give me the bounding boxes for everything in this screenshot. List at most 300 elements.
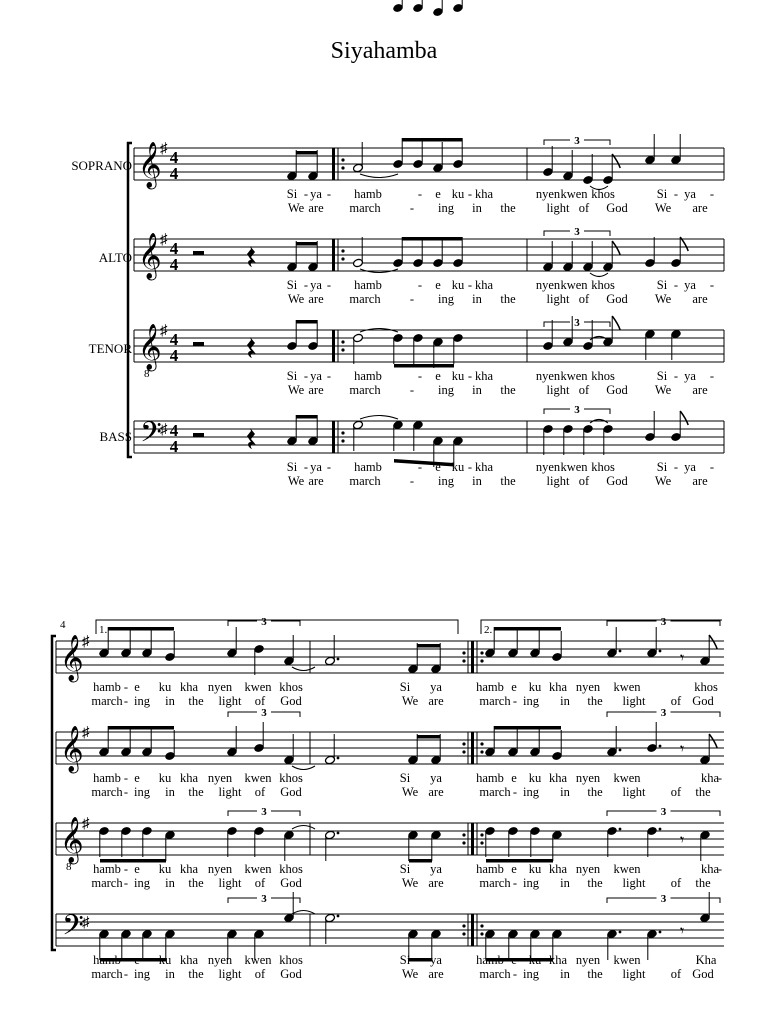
- lyric-syllable: march: [349, 201, 381, 215]
- lyric-syllable: kwen: [560, 369, 588, 383]
- lyric-syllable: ya: [310, 460, 322, 474]
- repeat-thick-bar: [471, 641, 474, 673]
- lyric-syllable: ku: [528, 953, 542, 967]
- lyric-syllable: -: [123, 967, 129, 981]
- lyric-syllable: of: [670, 785, 682, 799]
- repeat-dot: [480, 659, 483, 662]
- lyric-syllable: e: [511, 771, 517, 785]
- lyric-syllable: ing: [134, 967, 150, 981]
- beam: [417, 735, 440, 739]
- lyric-syllable: ku: [158, 771, 172, 785]
- score-title: Siyahamba: [330, 38, 438, 64]
- lyric-syllable: e: [435, 278, 441, 292]
- lyric-syllable: khos: [694, 680, 718, 694]
- key-signature-sharp: ♯: [160, 422, 168, 438]
- lyric-syllable: light: [546, 201, 570, 215]
- time-signature-top: 4: [169, 148, 179, 167]
- lyric-syllable: in: [472, 292, 482, 306]
- lyric-syllable: God: [280, 876, 302, 890]
- tie: [360, 174, 398, 178]
- lyric-syllable: -: [326, 187, 332, 201]
- tuplet-number: 3: [660, 616, 667, 628]
- lyric-syllable: We: [654, 474, 672, 488]
- lyric-syllable: We: [654, 201, 672, 215]
- augmentation-dot: [659, 745, 662, 748]
- beam: [108, 627, 174, 631]
- lyric-syllable: -: [417, 187, 423, 201]
- beam: [402, 237, 462, 241]
- repeat-dot: [462, 750, 465, 753]
- tie: [292, 766, 315, 770]
- lyric-syllable: ing: [134, 785, 150, 799]
- lyric-syllable: -: [673, 369, 679, 383]
- key-signature-sharp: ♯: [82, 634, 90, 650]
- lyric-syllable: God: [606, 474, 628, 488]
- measure-number: 4: [60, 619, 66, 631]
- lyric-syllable: the: [587, 694, 603, 708]
- lyric-syllable: of: [670, 967, 682, 981]
- lyric-syllable: in: [165, 967, 175, 981]
- lyric-syllable: in: [165, 694, 175, 708]
- lyric-syllable: khos: [591, 278, 615, 292]
- lyric-syllable: nyen: [535, 369, 561, 383]
- key-signature-sharp: ♯: [160, 232, 168, 248]
- tuplet-number: 3: [574, 317, 580, 329]
- lyric-syllable: the: [587, 785, 603, 799]
- lyric-syllable: hamb: [476, 862, 504, 876]
- tuplet-number: 3: [261, 806, 267, 818]
- lyric-syllable: -: [709, 187, 715, 201]
- lyric-syllable: -: [303, 278, 309, 292]
- octave-below-mark: 8: [144, 368, 150, 380]
- repeat-dot: [341, 166, 344, 169]
- time-signature-top: 4: [169, 421, 179, 440]
- lyric-syllable: -: [326, 369, 332, 383]
- lyric-syllable: of: [254, 876, 266, 890]
- lyric-syllable: are: [428, 876, 444, 890]
- lyric-syllable: ku: [451, 187, 465, 201]
- lyric-syllable: ya: [310, 369, 322, 383]
- lyric-syllable: Si: [656, 187, 668, 201]
- lyric-syllable: kwen: [560, 460, 588, 474]
- repeat-thick-bar: [332, 239, 335, 271]
- lyric-syllable: in: [560, 785, 570, 799]
- lyric-syllable: kha: [548, 680, 568, 694]
- augmentation-dot: [619, 931, 622, 934]
- lyric-syllable: of: [670, 876, 682, 890]
- lyric-syllable: light: [546, 474, 570, 488]
- lyric-syllable: march: [349, 474, 381, 488]
- lyric-syllable: -: [326, 278, 332, 292]
- lyric-syllable: of: [254, 967, 266, 981]
- lyric-syllable: -: [709, 278, 715, 292]
- beam: [494, 627, 561, 631]
- volta-label-2: 2.: [484, 624, 493, 636]
- repeat-dot: [341, 340, 344, 343]
- lyric-syllable: the: [500, 383, 516, 397]
- augmentation-dot: [619, 650, 622, 653]
- lyric-syllable: -: [123, 680, 129, 694]
- lyric-syllable: nyen: [207, 680, 233, 694]
- lyric-syllable: kha: [548, 862, 568, 876]
- lyric-syllable: hamb: [354, 278, 382, 292]
- lyric-syllable: kwen: [613, 680, 641, 694]
- lyric-syllable: Kha: [695, 953, 717, 967]
- lyric-syllable: hamb: [476, 771, 504, 785]
- repeat-thick-bar: [471, 732, 474, 764]
- lyric-syllable: God: [280, 694, 302, 708]
- lyric-syllable: ya: [430, 862, 442, 876]
- lyric-syllable: God: [606, 201, 628, 215]
- lyric-syllable: Si: [399, 953, 411, 967]
- lyric-syllable: ing: [438, 201, 454, 215]
- lyric-syllable: light: [218, 876, 242, 890]
- lyric-syllable: nyen: [535, 187, 561, 201]
- lyric-syllable: light: [622, 876, 646, 890]
- note-flag: [612, 316, 620, 330]
- note-flag: [709, 635, 717, 649]
- repeat-dot: [341, 249, 344, 252]
- lyric-syllable: are: [692, 201, 708, 215]
- lyric-syllable: ya: [684, 278, 696, 292]
- key-signature-sharp: ♯: [82, 725, 90, 741]
- treble-clef-icon: 𝄞: [60, 817, 84, 862]
- repeat-dot: [480, 742, 483, 745]
- key-signature-sharp: ♯: [160, 141, 168, 157]
- eighth-rest: 𝄾: [680, 923, 685, 940]
- beam: [494, 726, 561, 730]
- lyric-syllable: -: [673, 278, 679, 292]
- lyric-syllable: march: [91, 876, 123, 890]
- lyric-syllable: hamb: [354, 369, 382, 383]
- lyric-syllable: nyen: [207, 953, 233, 967]
- volta-label-1: 1.: [99, 624, 108, 636]
- lyric-syllable: -: [409, 201, 415, 215]
- lyric-syllable: ing: [438, 474, 454, 488]
- lyric-syllable: kwen: [560, 187, 588, 201]
- repeat-thick-bar: [471, 823, 474, 855]
- lyric-syllable: -: [512, 694, 518, 708]
- tie: [360, 416, 398, 420]
- lyric-syllable: -: [417, 369, 423, 383]
- beam: [409, 958, 432, 962]
- lyric-syllable: hamb: [93, 953, 121, 967]
- part-name: ALTO: [98, 250, 132, 265]
- octave-below-mark: 8: [66, 861, 72, 873]
- lyric-syllable: kwen: [244, 953, 272, 967]
- lyric-syllable: ya: [684, 369, 696, 383]
- lyric-syllable: -: [512, 876, 518, 890]
- repeat-dot: [480, 651, 483, 654]
- beam: [409, 859, 432, 863]
- lyric-syllable: the: [188, 967, 204, 981]
- lyric-syllable: march: [479, 876, 511, 890]
- part-name: TENOR: [88, 341, 132, 356]
- lyric-syllable: ku: [451, 278, 465, 292]
- lyric-syllable: God: [606, 383, 628, 397]
- lyric-syllable: ing: [134, 876, 150, 890]
- lyric-syllable: God: [280, 785, 302, 799]
- lyric-syllable: kha: [179, 771, 199, 785]
- lyric-syllable: -: [673, 460, 679, 474]
- lyric-syllable: ku: [158, 862, 172, 876]
- lyric-syllable: light: [546, 383, 570, 397]
- lyric-syllable: ya: [310, 278, 322, 292]
- eighth-rest: 𝄾: [680, 832, 685, 849]
- time-signature-top: 4: [169, 330, 179, 349]
- lyric-syllable: -: [417, 460, 423, 474]
- repeat-dot: [480, 833, 483, 836]
- lyric-syllable: hamb: [93, 680, 121, 694]
- repeat-dot: [462, 651, 465, 654]
- quarter-rest: [247, 246, 256, 267]
- beam: [394, 364, 454, 368]
- lyric-syllable: We: [401, 967, 419, 981]
- tuplet-number: 3: [574, 135, 580, 147]
- lyric-syllable: the: [500, 292, 516, 306]
- note-flag: [612, 241, 620, 255]
- lyric-syllable: hamb: [93, 771, 121, 785]
- lyric-syllable: are: [692, 292, 708, 306]
- beam: [296, 415, 317, 419]
- lyric-syllable: We: [287, 201, 305, 215]
- lyric-syllable: ya: [430, 680, 442, 694]
- lyric-syllable: We: [287, 292, 305, 306]
- lyric-syllable: kwen: [613, 862, 641, 876]
- lyric-syllable: e: [134, 862, 140, 876]
- repeat-dot: [341, 158, 344, 161]
- lyric-syllable: kwen: [613, 953, 641, 967]
- lyric-syllable: in: [472, 474, 482, 488]
- repeat-thick-bar: [332, 148, 335, 180]
- key-signature-sharp: ♯: [82, 816, 90, 832]
- lyric-syllable: light: [622, 694, 646, 708]
- repeat-dot: [462, 932, 465, 935]
- lyric-syllable: nyen: [207, 771, 233, 785]
- lyric-syllable: nyen: [575, 771, 601, 785]
- lyric-syllable: ya: [430, 771, 442, 785]
- tie: [292, 667, 315, 671]
- time-signature-bottom: 4: [169, 255, 179, 274]
- lyric-syllable: ya: [684, 187, 696, 201]
- part-name: BASS: [99, 429, 132, 444]
- lyric-syllable: -: [326, 460, 332, 474]
- lyric-syllable: are: [692, 474, 708, 488]
- lyric-syllable: -: [123, 694, 129, 708]
- lyric-syllable: -: [303, 369, 309, 383]
- lyric-syllable: of: [578, 383, 590, 397]
- beam: [394, 459, 454, 467]
- lyric-syllable: ing: [523, 876, 539, 890]
- lyric-syllable: are: [692, 383, 708, 397]
- lyric-syllable: khos: [279, 953, 303, 967]
- lyric-syllable: the: [695, 785, 711, 799]
- lyric-syllable: God: [280, 967, 302, 981]
- lyric-syllable: hamb: [354, 460, 382, 474]
- bass-clef-icon: 𝄢: [140, 418, 162, 455]
- quarter-rest: [247, 337, 256, 358]
- lyric-syllable: -: [673, 187, 679, 201]
- lyric-syllable: -: [123, 771, 129, 785]
- eighth-rest: 𝄾: [680, 741, 685, 758]
- lyric-syllable: the: [188, 694, 204, 708]
- lyric-syllable: ing: [438, 383, 454, 397]
- lyric-syllable: Si: [399, 771, 411, 785]
- repeat-dot: [462, 841, 465, 844]
- lyric-syllable: march: [91, 785, 123, 799]
- note-flag: [709, 734, 717, 748]
- lyric-syllable: khos: [279, 680, 303, 694]
- treble-clef-icon: 𝄞: [138, 324, 162, 369]
- lyric-syllable: in: [560, 876, 570, 890]
- lyric-syllable: march: [91, 967, 123, 981]
- tuplet-number: 3: [660, 707, 667, 719]
- tuplet-number: 3: [574, 404, 580, 416]
- lyric-syllable: are: [308, 201, 324, 215]
- lyric-syllable: -: [512, 785, 518, 799]
- repeat-dot: [462, 833, 465, 836]
- tuplet-number: 3: [660, 806, 667, 818]
- system-bracket: [52, 636, 56, 950]
- lyric-syllable: are: [428, 967, 444, 981]
- lyric-syllable: Si: [399, 862, 411, 876]
- lyric-syllable: nyen: [535, 278, 561, 292]
- lyric-syllable: -: [303, 460, 309, 474]
- lyric-syllable: kwen: [244, 771, 272, 785]
- augmentation-dot: [337, 658, 340, 661]
- lyric-syllable: -: [409, 474, 415, 488]
- augmentation-dot: [659, 650, 662, 653]
- lyric-syllable: the: [695, 876, 711, 890]
- lyric-syllable: of: [578, 201, 590, 215]
- repeat-dot: [480, 841, 483, 844]
- note-flag: [680, 411, 688, 425]
- lyric-syllable: light: [546, 292, 570, 306]
- lyric-syllable: nyen: [207, 862, 233, 876]
- lyric-syllable: are: [308, 292, 324, 306]
- beam: [296, 151, 317, 155]
- lyric-syllable: -: [512, 967, 518, 981]
- lyric-syllable: -: [467, 278, 473, 292]
- lyric-syllable: are: [308, 383, 324, 397]
- lyric-syllable: ing: [523, 967, 539, 981]
- lyric-syllable: light: [218, 694, 242, 708]
- beam: [108, 726, 174, 730]
- augmentation-dot: [337, 832, 340, 835]
- lyric-syllable: light: [218, 967, 242, 981]
- lyric-syllable: march: [349, 383, 381, 397]
- lyric-syllable: -: [709, 369, 715, 383]
- lyric-syllable: -: [467, 460, 473, 474]
- lyric-syllable: march: [479, 785, 511, 799]
- lyric-syllable: in: [472, 383, 482, 397]
- lyric-syllable: the: [500, 474, 516, 488]
- repeat-dot: [462, 924, 465, 927]
- lyric-syllable: e: [134, 953, 140, 967]
- repeat-thick-bar: [471, 914, 474, 946]
- lyric-syllable: khos: [591, 187, 615, 201]
- lyric-syllable: of: [578, 474, 590, 488]
- lyric-syllable: kha: [474, 369, 494, 383]
- augmentation-dot: [659, 931, 662, 934]
- lyric-syllable: nyen: [535, 460, 561, 474]
- lyric-syllable: kha: [700, 771, 720, 785]
- lyric-syllable: kwen: [613, 771, 641, 785]
- repeat-dot: [341, 431, 344, 434]
- lyric-syllable: in: [165, 876, 175, 890]
- augmentation-dot: [337, 915, 340, 918]
- tuplet-number: 3: [261, 893, 267, 905]
- repeat-dot: [462, 742, 465, 745]
- half-rest: [193, 433, 204, 437]
- lyric-syllable: ku: [451, 460, 465, 474]
- lyric-syllable: march: [91, 694, 123, 708]
- bass-clef-icon: 𝄢: [62, 911, 84, 948]
- lyric-syllable: We: [401, 876, 419, 890]
- lyric-syllable: ku: [528, 680, 542, 694]
- lyric-syllable: light: [218, 785, 242, 799]
- lyric-syllable: khos: [279, 771, 303, 785]
- lyric-syllable: nyen: [575, 862, 601, 876]
- beam: [296, 242, 317, 246]
- lyric-syllable: -: [409, 292, 415, 306]
- lyric-syllable: kha: [179, 953, 199, 967]
- lyric-syllable: ing: [523, 694, 539, 708]
- lyric-syllable: Si: [286, 278, 298, 292]
- lyric-syllable: kha: [179, 862, 199, 876]
- lyric-syllable: Si: [286, 369, 298, 383]
- lyric-syllable: of: [254, 694, 266, 708]
- key-signature-sharp: ♯: [82, 915, 90, 931]
- lyric-syllable: e: [511, 680, 517, 694]
- lyric-syllable: ku: [528, 771, 542, 785]
- lyric-syllable: -: [409, 383, 415, 397]
- lyric-syllable: ing: [134, 694, 150, 708]
- augmentation-dot: [619, 828, 622, 831]
- time-signature-bottom: 4: [169, 346, 179, 365]
- lyric-syllable: We: [287, 474, 305, 488]
- lyric-syllable: We: [287, 383, 305, 397]
- lyric-syllable: the: [188, 785, 204, 799]
- lyric-syllable: God: [692, 694, 714, 708]
- lyric-syllable: kha: [548, 771, 568, 785]
- tie: [292, 826, 315, 830]
- lyric-syllable: kwen: [244, 680, 272, 694]
- lyric-syllable: khos: [591, 460, 615, 474]
- treble-clef-icon: 𝄞: [138, 233, 162, 278]
- lyric-syllable: ing: [438, 292, 454, 306]
- lyric-syllable: hamb: [354, 187, 382, 201]
- lyric-syllable: nyen: [575, 680, 601, 694]
- lyric-syllable: kha: [179, 680, 199, 694]
- lyric-syllable: -: [123, 785, 129, 799]
- lyric-syllable: Si: [286, 460, 298, 474]
- lyric-syllable: ing: [523, 785, 539, 799]
- treble-clef-icon: 𝄞: [138, 142, 162, 187]
- lyric-syllable: the: [587, 876, 603, 890]
- tuplet-number: 3: [261, 616, 267, 628]
- lyric-syllable: in: [472, 201, 482, 215]
- lyric-syllable: -: [123, 876, 129, 890]
- lyric-syllable: We: [654, 383, 672, 397]
- repeat-dot: [462, 659, 465, 662]
- lyric-syllable: in: [560, 967, 570, 981]
- lyric-syllable: hamb: [93, 862, 121, 876]
- repeat-thick-bar: [332, 421, 335, 453]
- lyric-syllable: ya: [430, 953, 442, 967]
- lyric-syllable: e: [435, 460, 441, 474]
- repeat-dot: [341, 257, 344, 260]
